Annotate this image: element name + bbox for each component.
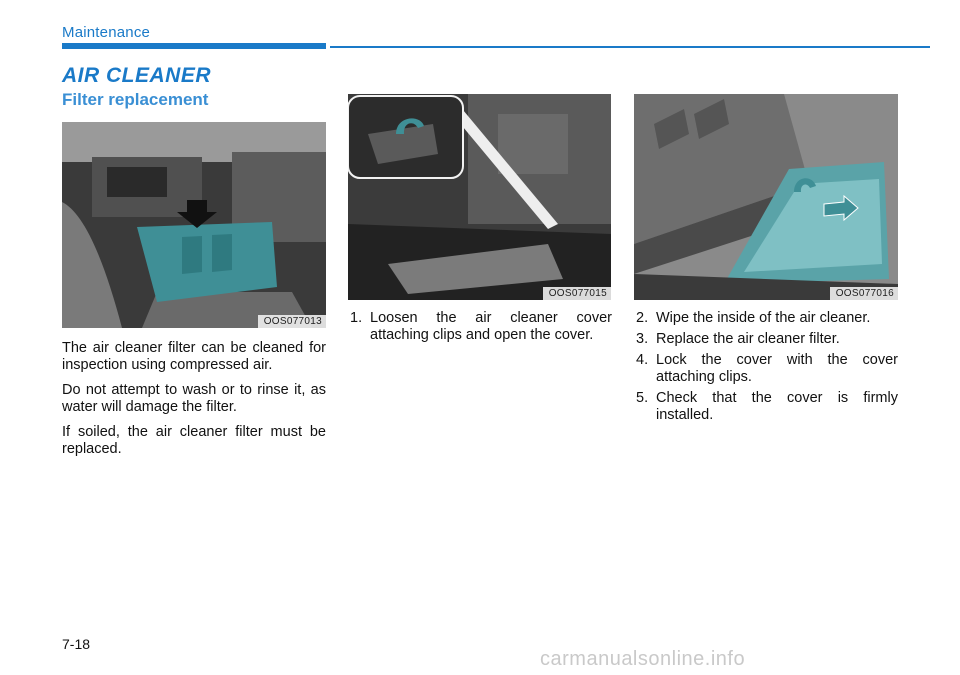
page-title: AIR CLEANER [62, 64, 212, 87]
step-item [636, 352, 898, 386]
figure-engine-bay-3 [634, 94, 898, 300]
step-number: 2. [636, 310, 649, 326]
intro-paragraph: Do not attempt to wash or to rinse it, as water will damage the filter. [62, 382, 326, 415]
step-text: Loosen the air cleaner cover attaching clips and open the cover. [370, 310, 612, 343]
step-number: 1. [350, 310, 363, 326]
step-number: 5. [636, 390, 649, 406]
steps-column-2 [350, 310, 612, 348]
intro-paragraph: The air cleaner filter can be cleaned for inspection using compressed air. [62, 340, 326, 373]
step-text: Check that the cover is firmly installed. [656, 390, 898, 423]
step-item [636, 310, 898, 327]
step-item [636, 390, 898, 424]
step-item [350, 310, 612, 344]
figure-engine-bay-1 [62, 122, 326, 328]
intro-text-column [62, 340, 326, 466]
page-number: 7-18 [62, 636, 91, 652]
engine-bay-illustration-1 [62, 122, 326, 328]
intro-paragraph: If soiled, the air cleaner filter must be replaced. [62, 424, 326, 457]
step-text: Replace the air cleaner filter. [656, 331, 840, 347]
step-number: 4. [636, 352, 649, 368]
step-number: 3. [636, 331, 649, 347]
steps-column-3 [636, 310, 898, 428]
figure-code: OOS077013 [258, 315, 326, 328]
figure-engine-bay-2 [348, 94, 611, 300]
watermark: carmanualsonline.info [540, 648, 746, 670]
step-text: Wipe the inside of the air cleaner. [656, 310, 871, 326]
header-rule-thin [330, 46, 930, 48]
step-item [636, 331, 898, 348]
engine-bay-illustration-3 [634, 94, 898, 300]
figure-code: OOS077015 [543, 287, 611, 300]
header-rule-thick [62, 43, 326, 49]
engine-bay-illustration-2 [348, 94, 611, 300]
section-label: Maintenance [62, 24, 151, 41]
figure-code: OOS077016 [830, 287, 898, 300]
section-subtitle: Filter replacement [62, 90, 209, 109]
step-text: Lock the cover with the cover attaching clips. [656, 352, 898, 385]
